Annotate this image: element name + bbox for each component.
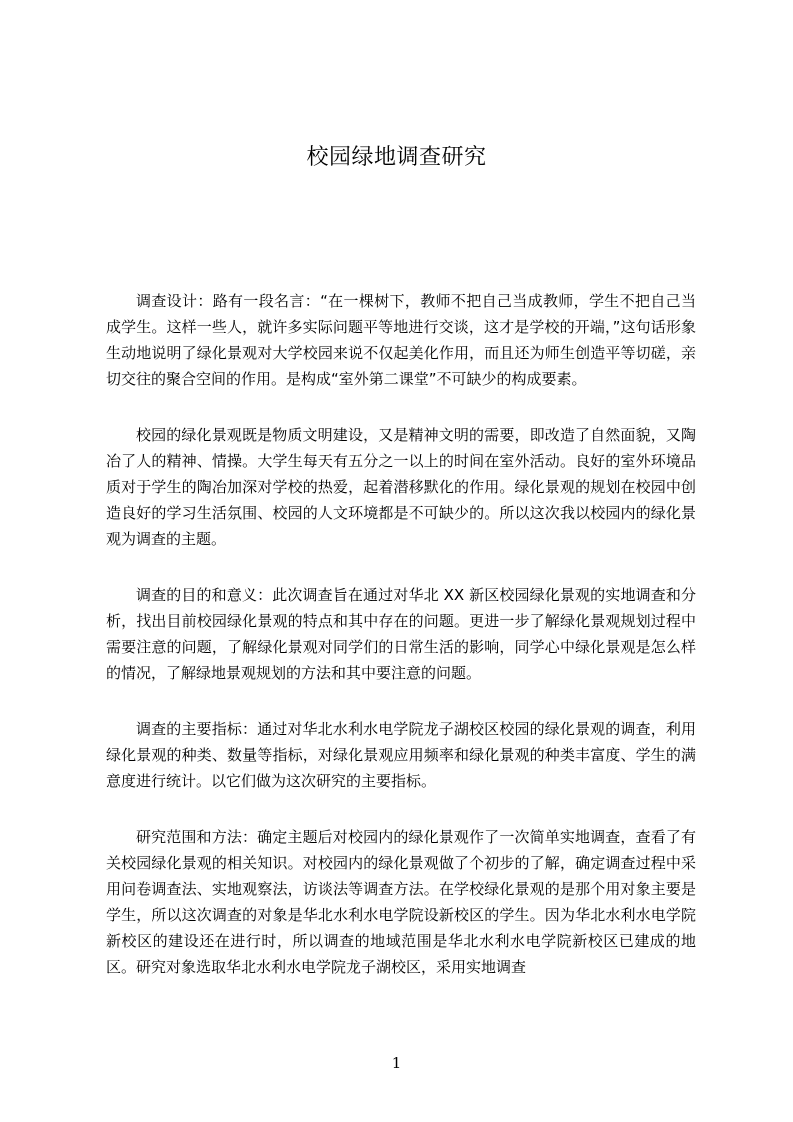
paragraph-scope-methods: 研究范围和方法：确定主题后对校园内的绿化景观作了一次简单实地调查，查看了有关校园绿化景观的相关知识。对校园内的绿化景观做了个初步的了解，确定调查过程中采用问卷调查法、实地观察法，访谈法等调查方法。在学校绿化景观的是那个用对象主要是学生，所以这次调查的对象是华北水利水电学院设新校区的学生。因为华北水利水电学院新校区的建设还在进行时，所以调查的地域范围是华北水利水电学院新校区已建成的地区。研究对象选取华北水利水电学院龙子湖校区，采用实地调查 (106, 828, 696, 976)
document-title: 校园绿地调查研究 (306, 145, 487, 170)
paragraph-survey-design: 调查设计：路有一段名言：“在一棵树下，教师不把自己当成教师，学生不把自己当成学生。这样一些人，就许多实际问题平等地进行交谈，这才是学校的开端，”这句话形象生动地说明了绿化景观对大学校园来说不仅起美化作用，而且还为师生创造平等切磋，亲切交往的聚合空间的作用。是构成“室外第二课堂”不可缺少的构成要素。 (106, 292, 696, 388)
document-body (106, 288, 696, 1010)
page-number: 1 (391, 1054, 402, 1072)
paragraph-main-indicators: 调查的主要指标：通过对华北水利水电学院龙子湖校区校园的绿化景观的调查，利用绿化景观的种类、数量等指标，对绿化景观应用频率和绿化景观的种类丰富度、学生的满意度进行统计。以它们做为这次研究的主要指标。 (106, 720, 696, 790)
paragraph-campus-greening: 校园的绿化景观既是物质文明建设，又是精神文明的需要，即改造了自然面貌，又陶冶了人的精神、情操。大学生每天有五分之一以上的时间在室外活动。良好的室外环境品质对于学生的陶冶加深对学校的热爱，起着潜移默化的作用。绿化景观的规划在校园中创造良好的学习生活氛围、校园的人文环境都是不可缺少的。所以这次我以校园内的绿化景观为调查的主题。 (106, 426, 696, 548)
paragraph-purpose-significance: 调查的目的和意义：此次调查旨在通过对华北 XX 新区校园绿化景观的实地调查和分析，找出目前校园绿化景观的特点和其中存在的问题。更进一步了解绿化景观规划过程中需要注意的问题，了解绿化景观对同学们的日常生活的影响，同学心中绿化景观是怎么样的情况，了解绿地景观规划的方法和其中要注意的问题。 (106, 586, 696, 682)
